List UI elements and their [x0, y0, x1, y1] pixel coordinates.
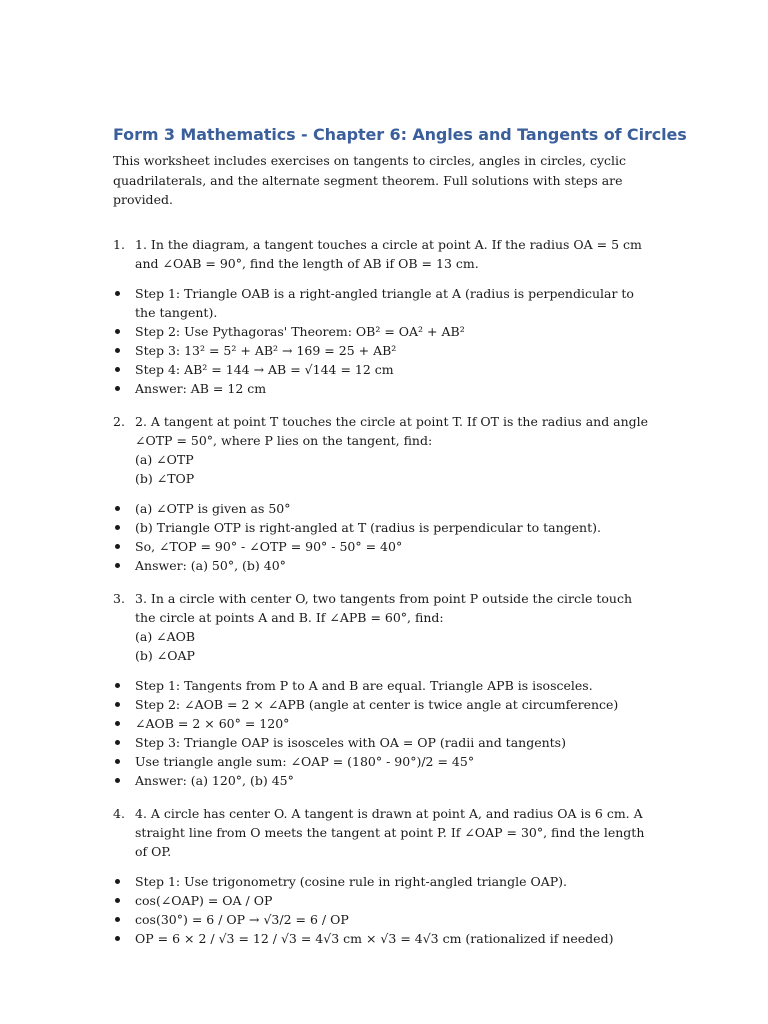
question-part: (b) ∠OAP: [135, 647, 195, 663]
step-text: cos(30°) = 6 / OP → √3/2 = 6 / OP: [135, 911, 349, 927]
step-text: (a) ∠OTP is given as 50°: [135, 500, 291, 516]
solution-step: [113, 929, 653, 948]
solution-step: [113, 676, 653, 695]
step-text: ∠AOB = 2 × 60° = 120°: [135, 715, 290, 731]
solution-steps: [113, 284, 653, 398]
solution-step: [113, 360, 653, 379]
step-text: So, ∠TOP = 90° - ∠OTP = 90° - 50° = 40°: [135, 538, 403, 554]
question-text: 2. A tangent at point T touches the circle at point T. If OT is the radius and angle ∠OTP = 50°, where P lies on the tangent, find:: [135, 413, 649, 448]
question-3: [113, 589, 653, 665]
solution-step: [113, 752, 653, 771]
question-number: 1.: [113, 236, 125, 252]
solution-step: [113, 499, 653, 518]
step-text: Step 1: Triangle OAB is a right-angled triangle at A (radius is perpendicular to the tangent).: [135, 285, 634, 320]
step-text: Use triangle angle sum: ∠OAP = (180° - 90°)/2 = 45°: [135, 753, 475, 769]
question-4: [113, 804, 653, 861]
step-text: (b) Triangle OTP is right-angled at T (radius is perpendicular to tangent).: [135, 519, 601, 535]
question-part: (a) ∠AOB: [135, 628, 196, 644]
question-body: [135, 589, 653, 665]
question-part: (b) ∠TOP: [135, 470, 195, 486]
question-number: 3.: [113, 590, 125, 606]
solution-step: [113, 733, 653, 752]
solution-step: [113, 714, 653, 733]
question-2: [113, 412, 653, 488]
step-text: Step 3: 13² = 5² + AB² → 169 = 25 + AB²: [135, 342, 397, 358]
worksheet-content: [113, 124, 687, 948]
question-body: [135, 804, 653, 861]
step-text: OP = 6 × 2 / √3 = 12 / √3 = 4√3 cm × √3 = 4√3 cm (rationalized if needed): [135, 930, 614, 946]
step-text: Step 2: ∠AOB = 2 × ∠APB (angle at center is twice angle at circumference): [135, 696, 619, 712]
solution-step: [113, 518, 653, 537]
step-text: Step 1: Tangents from P to A and B are equal. Triangle APB is isosceles.: [135, 677, 593, 693]
solution-step: [113, 872, 653, 891]
question-text: 4. A circle has center O. A tangent is drawn at point A, and radius OA is 6 cm. A straight line from O meets the tangent at point P. If ∠OAP = 30°, find the length of OP.: [135, 805, 645, 859]
solution-step: [113, 556, 653, 575]
solution-step: [113, 891, 653, 910]
solution-steps: [113, 499, 653, 575]
solution-step: [113, 341, 653, 360]
step-text: Answer: AB = 12 cm: [135, 380, 267, 396]
solution-step: [113, 322, 653, 341]
step-text: Step 2: Use Pythagoras' Theorem: OB² = OA² + AB²: [135, 323, 465, 339]
step-text: Step 1: Use trigonometry (cosine rule in right-angled triangle OAP).: [135, 873, 568, 889]
page-title: Form 3 Mathematics - Chapter 6: Angles and Tangents of Circles: [113, 125, 687, 144]
solution-step: [113, 284, 653, 322]
question-number: 4.: [113, 805, 125, 821]
question-body: [135, 412, 653, 488]
question-1: [113, 235, 653, 273]
step-text: Step 3: Triangle OAP is isosceles with OA = OP (radii and tangents): [135, 734, 566, 750]
solution-step: [113, 537, 653, 556]
question-text: 3. In a circle with center O, two tangents from point P outside the circle touch the circle at points A and B. If ∠APB = 60°, find:: [135, 590, 632, 625]
intro-paragraph: This worksheet includes exercises on tangents to circles, angles in circles, cyclic quadrilaterals, and the alternate segment theorem. Full solutions with steps are provided.: [113, 153, 627, 207]
question-text: 1. In the diagram, a tangent touches a circle at point A. If the radius OA = 5 cm and ∠OAB = 90°, find the length of AB if OB = 13 cm.: [135, 236, 642, 271]
step-text: Answer: (a) 50°, (b) 40°: [135, 557, 286, 573]
solution-steps: [113, 676, 653, 790]
solution-step: [113, 771, 653, 790]
question-part: (a) ∠OTP: [135, 451, 194, 467]
question-number: 2.: [113, 413, 125, 429]
solution-step: [113, 695, 653, 714]
step-text: Step 4: AB² = 144 → AB = √144 = 12 cm: [135, 361, 394, 377]
question-list: [113, 235, 653, 948]
question-body: [135, 235, 653, 273]
solution-steps: [113, 872, 653, 948]
step-text: Answer: (a) 120°, (b) 45°: [135, 772, 294, 788]
step-text: cos(∠OAP) = OA / OP: [135, 892, 273, 908]
solution-step: [113, 910, 653, 929]
solution-step: [113, 379, 653, 398]
